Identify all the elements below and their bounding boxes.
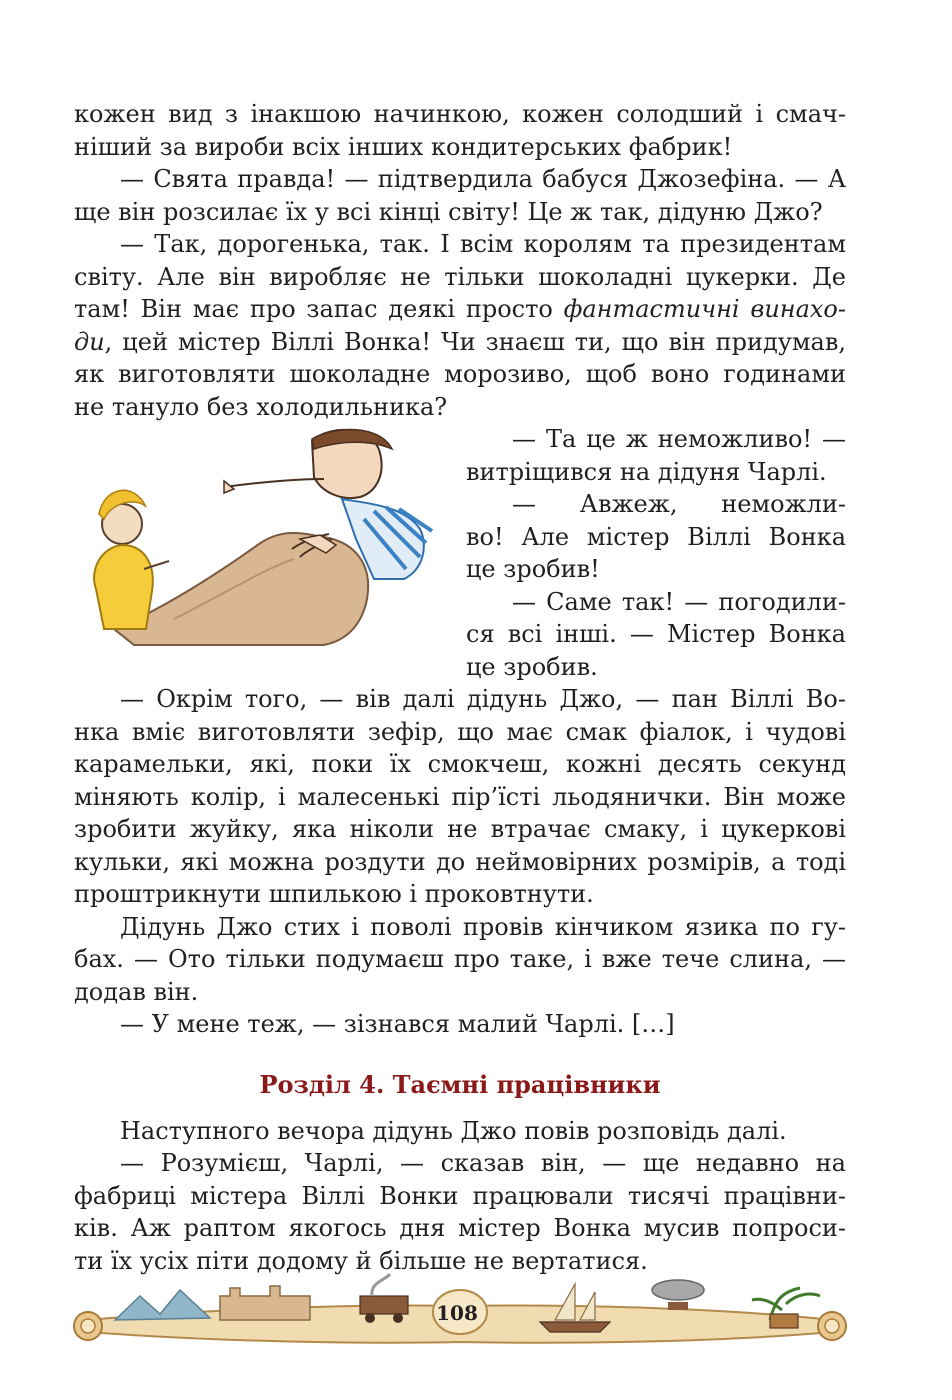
text-line (74, 163, 846, 196)
text-line (74, 911, 846, 944)
text-line (74, 683, 846, 716)
text-line (74, 326, 846, 359)
line-text: — Та це ж неможливо! — (512, 425, 846, 453)
line-text: проштрикнути шпилькою і проковтнути. (74, 880, 594, 908)
line-text: це зробив. (466, 652, 598, 681)
text-line (74, 813, 846, 846)
line-text: фабриці містера Віллі Вонки працювали тисячі працівни- (74, 1181, 846, 1210)
line-text: бах. — Ото тільки подумаєш про таке, і вже тече слина, — (74, 945, 846, 973)
line-text: Дідунь Джо стих і поволі провів кінчиком язика по гу- (120, 912, 846, 941)
text-line (74, 878, 846, 911)
line-text: витріщився на дідуня Чарлі. (466, 457, 827, 486)
text-line (74, 781, 846, 814)
text-line (74, 228, 846, 261)
text-line (74, 748, 846, 781)
line-text: кульки, які можна роздути до неймовірних розмірів, а тоді (74, 847, 846, 876)
line-text: ти їх усіх піти додому й більше не вертатися. (74, 1246, 648, 1275)
page-footer-ornament (70, 1270, 850, 1352)
text-line (74, 1180, 846, 1213)
line-text: ся всі інші. — Містер Вонка (466, 620, 846, 648)
line-text: як виготовляти шоколадне морозиво, щоб воно годинами (74, 360, 846, 388)
line-text: це зробив! (466, 555, 600, 583)
text-line (74, 943, 846, 976)
italic-text: ди (74, 327, 105, 356)
text-line (466, 521, 846, 554)
text-line (466, 423, 846, 456)
line-text: не тануло без холодильника? (74, 392, 448, 421)
text-block-top (74, 98, 846, 423)
text-line (74, 358, 846, 391)
text-line (466, 456, 846, 489)
text-line (466, 618, 846, 651)
line-text: ніший за вироби всіх інших кондитерських фабрик! (74, 132, 733, 161)
text-line (466, 553, 846, 586)
line-text: ще він розсилає їх у всі кінці світу! Це ж так, дідуню Джо? (74, 197, 823, 226)
line-text: нка вміє виготовляти зефір, що має смак фіалок, і чудові (74, 717, 846, 746)
text-block-middle (74, 683, 846, 1041)
text-line (74, 196, 846, 229)
text-line (74, 1147, 846, 1180)
illustration-image (74, 419, 466, 651)
illustration-row (74, 423, 846, 683)
page-number: 108 (436, 1301, 478, 1325)
line-text: — У мене теж, — зізнався малий Чарлі. […] (120, 1010, 675, 1038)
chapter-heading: Розділ 4. Таємні працівники (259, 1069, 661, 1099)
line-text: додав він. (74, 977, 199, 1006)
line-text: Наступного вечора дідунь Джо повів розповідь далі. (120, 1116, 787, 1145)
text-block-beside-illustration (466, 423, 846, 683)
line-text: — Окрім того, — вів далі дідунь Джо, — пан Віллі Во- (120, 685, 846, 713)
text-line (74, 261, 846, 294)
text-line (74, 716, 846, 749)
text-line (74, 1212, 846, 1245)
text-line (74, 98, 846, 131)
line-text: — Так, дорогенька, так. І всім королям та президентам (120, 230, 846, 258)
line-text: там! Він має про запас деякі просто (74, 295, 564, 323)
line-text: світу. Але він виробляє не тільки шоколадні цукерки. Де (74, 262, 846, 291)
text-line (466, 488, 846, 521)
line-text: карамельки, які, поки їх смокчеш, кожні десять секунд (74, 750, 846, 778)
text-line (74, 131, 846, 164)
line-text: во! Але містер Віллі Вонка (466, 522, 846, 551)
line-text: кожен вид з інакшою начинкою, кожен солодший і смач- (74, 100, 846, 128)
line-text: — Свята правда! — підтвердила бабуся Джозефіна. — А (120, 165, 846, 193)
text-line (74, 293, 846, 326)
line-text: — Авжеж, неможли- (512, 490, 846, 518)
line-text: ків. Аж раптом якогось дня містер Вонка мусив попроси- (74, 1214, 846, 1242)
line-text: , цей містер Віллі Вонка! Чи знаєш ти, що він придумав, (104, 327, 846, 356)
illustration-grandpa-and-charlie (74, 423, 466, 651)
text-line (74, 1008, 846, 1041)
line-text: — Саме так! — погодили- (512, 587, 846, 616)
text-line (466, 651, 846, 684)
page-body (74, 98, 846, 1277)
text-line (466, 586, 846, 619)
text-line (74, 1115, 846, 1148)
text-line (74, 846, 846, 879)
text-line (74, 976, 846, 1009)
italic-text: фантастичні винахо- (563, 295, 846, 323)
line-text: зробити жуйку, яка ніколи не втрачає смаку, і цукеркові (74, 815, 846, 843)
line-text: міняють колір, і малесенькі пір’їсті льодянички. Він може (74, 782, 846, 811)
text-block-bottom (74, 1115, 846, 1278)
line-text: — Розумієш, Чарлі, — сказав він, — ще недавно на (120, 1149, 846, 1177)
